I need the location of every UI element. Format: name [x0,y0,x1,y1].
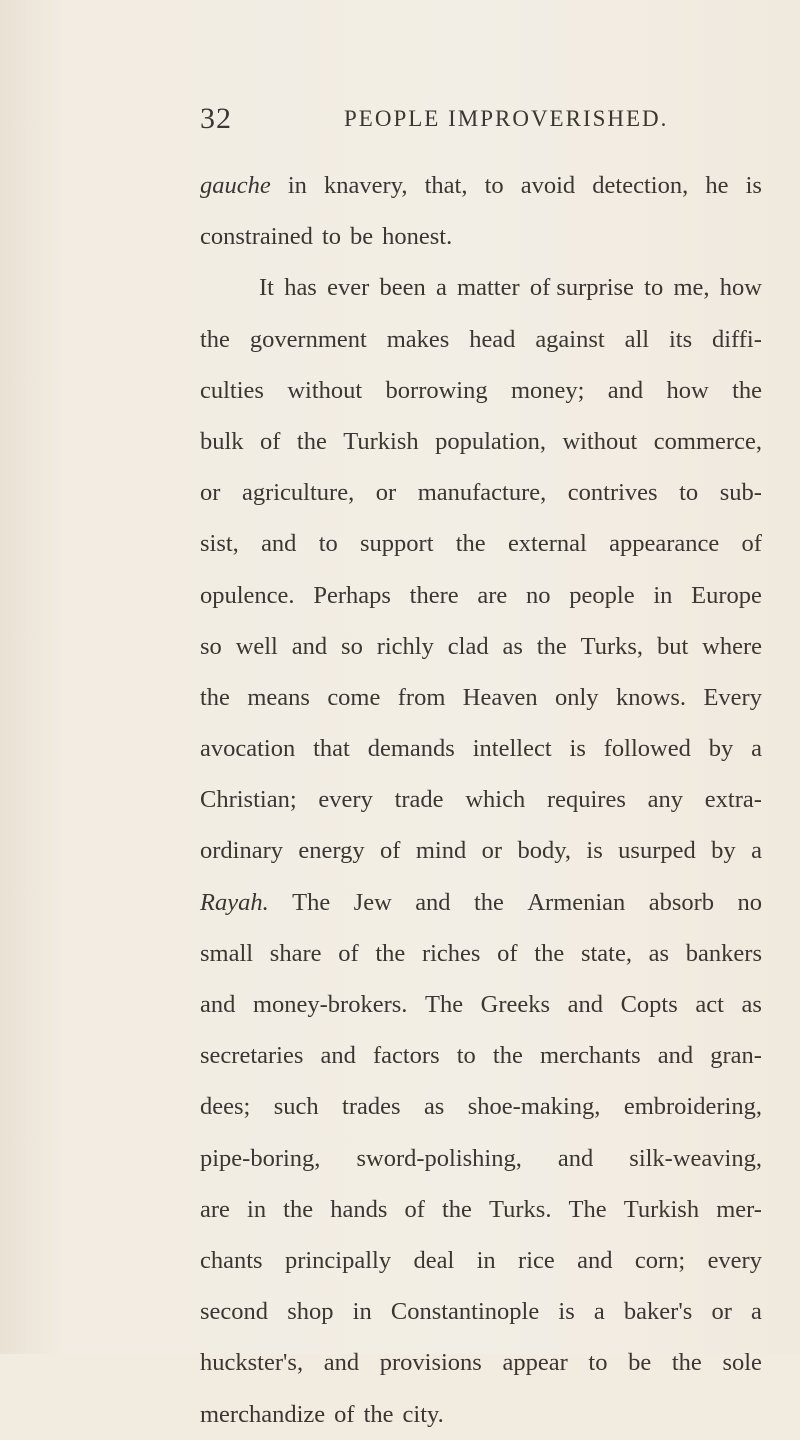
word: from [397,683,446,711]
word: pipe-boring, [200,1144,321,1172]
word: in [653,581,673,609]
word: or [200,479,221,507]
word: and [320,1042,356,1070]
word: to [644,274,664,302]
word: to [321,223,341,251]
word: the [441,1195,472,1223]
word: the [296,427,327,455]
word: trade [394,786,444,814]
word: knavery, [324,172,408,199]
word: the [200,683,230,711]
text-line [200,672,762,723]
word: means [247,683,310,711]
word: city. [402,1400,444,1428]
word: It [259,274,274,302]
word: bankers [685,939,762,967]
word: of [741,530,762,558]
word: as [741,991,762,1018]
text-line [200,314,762,365]
word: rice [518,1246,555,1274]
running-head: PEOPLE IMPROVERISHED. [344,106,669,131]
word: Every [703,683,762,711]
word: of [334,1400,355,1428]
word: silk-weaving, [629,1144,762,1172]
word: in [352,1298,372,1326]
body-text [200,160,762,1440]
word: every [707,1246,762,1274]
word: Christian; [200,786,297,814]
word: chants [200,1246,263,1274]
word: no [526,581,551,609]
word: in [476,1246,496,1274]
word: baker's [623,1298,693,1326]
word: merchandize [200,1400,326,1428]
word: absorb [648,888,715,916]
word: people [569,581,635,609]
word: The [424,991,464,1018]
word: commerce, [653,427,762,455]
word: appear [502,1349,568,1377]
text-line [200,416,762,467]
word: clad [447,632,489,660]
word: how [719,274,762,302]
word: body, [517,837,572,865]
word: the [363,1400,394,1428]
text-line [200,723,762,774]
word: and [557,1144,594,1172]
word: intellect [472,735,552,763]
word: energy [298,837,365,865]
word: are [200,1195,230,1223]
text-line [200,1235,762,1286]
word: trades [342,1093,401,1121]
word: there [409,581,459,609]
text-line [200,1133,762,1184]
word: ordinary [200,837,283,865]
word: deal [413,1246,455,1274]
word: population, [435,427,547,455]
word: sub- [719,479,762,507]
word: be [350,223,374,251]
word: the [492,1042,523,1070]
text-line [200,1184,762,1235]
word: and [261,530,297,558]
word: by [708,735,734,763]
word: The [292,888,331,916]
word: avoid [520,172,576,199]
word: sist, [200,530,239,558]
word: without [562,427,638,455]
text-line [200,877,762,928]
word: embroidering, [623,1093,762,1121]
word: come [327,683,381,711]
word: the [455,530,486,558]
word: and [577,1246,613,1274]
text-line [200,570,762,621]
text-line [200,1081,762,1132]
word: gauche [200,172,271,199]
word: gran- [710,1042,762,1070]
word: of [380,837,401,865]
word: its [668,325,693,353]
word: Rayah. [200,888,269,916]
word: and [657,1042,694,1070]
word: knows. [615,683,687,711]
word: the [375,939,406,967]
word: how [666,376,709,404]
text-line [200,1030,762,1081]
page-header [200,102,760,142]
word: is [569,735,586,763]
word: matter [457,274,520,302]
word: The [568,1195,607,1223]
word: act [695,991,724,1018]
word: are [477,581,508,609]
word: Turkish [343,427,419,455]
text-line [200,467,762,518]
word: requires [546,786,626,814]
text-line [200,825,762,876]
word: of [338,939,359,967]
page-number: 32 [200,102,232,135]
word: avocation [200,735,296,763]
word: a [435,274,447,302]
word: Greeks [480,991,551,1018]
text-line [200,365,762,416]
word: as [423,1093,445,1121]
word: Heaven [462,683,538,711]
word: to [588,1349,608,1377]
word: detection, [592,172,689,199]
word: mind [415,837,467,865]
word: Turks, [580,632,644,660]
word: share [269,939,322,967]
word: government [249,325,367,353]
word: opulence. [200,581,295,609]
word: of surprise [529,274,634,302]
word: money-brokers. [252,991,408,1018]
word: manufacture, [417,479,547,507]
text-line [200,518,762,569]
word: the [473,888,504,916]
word: in [247,1195,267,1223]
word: been [379,274,426,302]
word: to [679,479,699,507]
word: Turks. [489,1195,552,1223]
word: contrives [567,479,658,507]
word: the [671,1349,702,1377]
word: but [656,632,689,660]
word: be [628,1349,652,1377]
word: factors [372,1042,440,1070]
word: constrained [200,223,313,251]
word: Constantinople [390,1298,540,1326]
word: external [507,530,587,558]
text-line [200,160,762,211]
word: Armenian [527,888,626,916]
word: riches [421,939,481,967]
word: shoe-making, [467,1093,601,1121]
word: support [360,530,434,558]
word: so [200,632,222,660]
word: a [751,735,762,763]
word: the [283,1195,314,1223]
word: the [536,632,567,660]
word: culties [200,376,264,404]
word: of [497,939,518,967]
word: of [260,427,281,455]
word: richly [376,632,434,660]
word: merchants [539,1042,641,1070]
word: extra- [704,786,762,814]
word: and [567,991,603,1018]
word: the [534,939,565,967]
word: and [200,991,236,1018]
text-line [200,1337,762,1388]
word: hands [330,1195,388,1223]
word: corn; [634,1246,686,1274]
word: demands [367,735,455,763]
word: and [415,888,451,916]
word: appearance [609,530,720,558]
word: principally [284,1246,392,1274]
text-line [200,928,762,979]
word: such [273,1093,319,1121]
word: or [711,1298,732,1326]
word: Copts [620,991,678,1018]
word: sole [722,1349,762,1377]
word: of [404,1195,425,1223]
word: small [200,939,254,967]
word: Europe [691,581,762,609]
word: sword-polishing, [356,1144,522,1172]
word: borrowing [385,376,488,404]
text-line [200,262,762,313]
word: in [287,172,307,199]
word: usurped [618,837,696,865]
word: the [732,376,762,404]
word: head [469,325,516,353]
word: that, [424,172,468,199]
word: every [318,786,373,814]
word: shop [287,1298,334,1326]
word: any [647,786,684,814]
word: and [607,376,644,404]
word: a [751,1298,762,1326]
word: state, [580,939,632,967]
word: is [558,1298,575,1326]
word: against [535,325,605,353]
word: so [341,632,363,660]
word: or [481,837,503,865]
word: well [235,632,278,660]
word: secretaries [200,1042,304,1070]
text-line [200,1389,762,1440]
word: all [624,325,650,353]
word: followed [603,735,691,763]
word: to [484,172,504,199]
word: me, [673,274,710,302]
word: no [737,888,762,916]
word: as [648,939,670,967]
word: or [375,479,397,507]
word: he [705,172,729,199]
text-line [200,1286,762,1337]
word: Jew [353,888,392,916]
word: which [465,786,526,814]
text-line [200,211,762,262]
word: to [318,530,338,558]
word: agriculture, [241,479,355,507]
word: Turkish [623,1195,700,1223]
word: Perhaps [313,581,391,609]
word: where [702,632,762,660]
word: mer- [716,1195,762,1223]
word: huckster's, [200,1349,304,1377]
word: makes [386,325,450,353]
word: money; [510,376,585,404]
word: that [313,735,350,763]
word: without [287,376,363,404]
word: is [745,172,762,199]
word: a [593,1298,605,1326]
word: dees; [200,1093,251,1121]
word: by [711,837,736,865]
word: a [751,837,762,865]
word: diffi- [712,325,762,353]
word: the [200,325,230,353]
word: only [555,683,599,711]
word: bulk [200,427,244,455]
word: ever [327,274,370,302]
word: has [284,274,317,302]
text-line [200,621,762,672]
word: second [200,1298,269,1326]
word: as [502,632,523,660]
text-line [200,979,762,1030]
word: and [323,1349,360,1377]
word: honest. [382,223,453,251]
word: is [586,837,603,865]
word: provisions [379,1349,482,1377]
text-line [200,774,762,825]
word: to [456,1042,476,1070]
word: and [291,632,328,660]
